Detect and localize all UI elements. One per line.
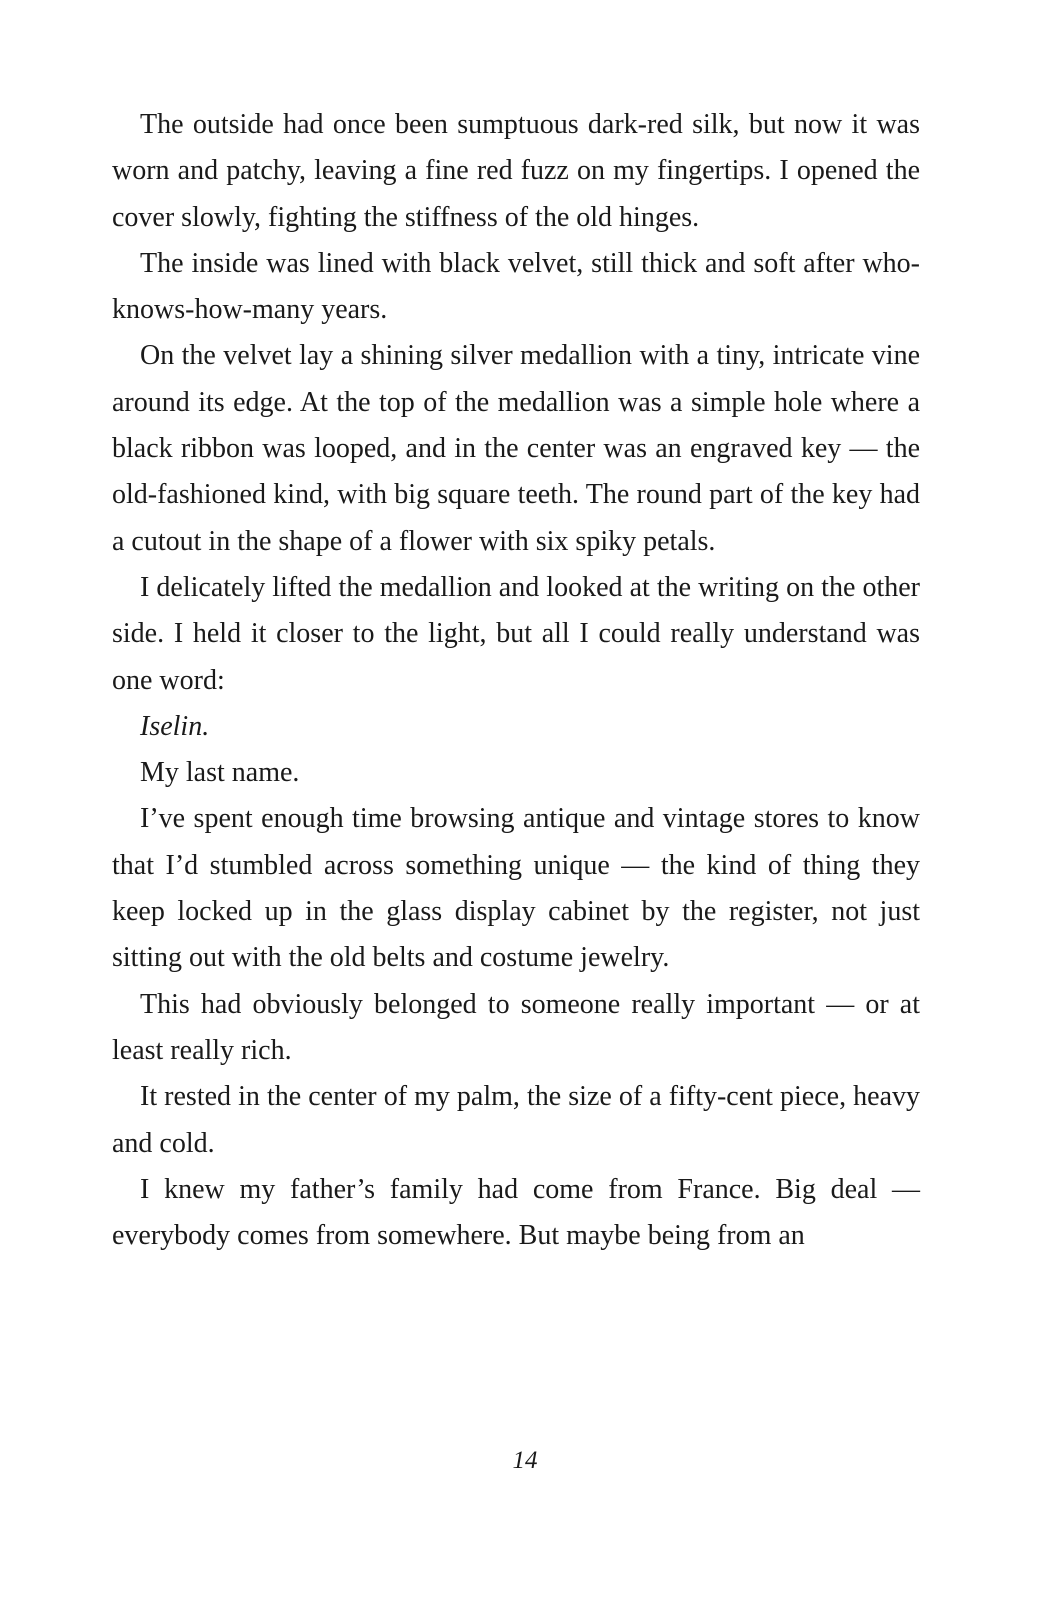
paragraph-engraved-name: Iselin. [140,710,210,742]
page-number: 14 [512,1447,538,1474]
paragraph-medallion-description: On the velvet lay a shining silver medallion with a tiny, intricate vine around its edge. At the top of the medallion was a simple hole where a black ribbon was looped, and in the center was an engraved key — the old-fashioned kind, with big square teeth. The round part of the key had a cutout in the shape of a flower with six spiky petals. [112,340,920,557]
paragraph-antique-stores: I’ve spent enough time browsing antique and vintage stores to know that I’d stumbled across something unique — the kind of thing they keep locked up in the glass display cabinet by the register, not just sitting out with the old belts and costume jewelry. [112,803,920,974]
paragraph-velvet-lining: The inside was lined with black velvet, still thick and soft after who-knows-how-many years. [112,247,920,326]
paragraph-last-name: My last name. [140,757,300,789]
paragraph-someone-important: This had obviously belonged to someone really important — or at least really rich. [112,988,920,1066]
body-text [112,102,920,1259]
paragraph-father-family: I knew my father’s family had come from France. Big deal — everybody comes from somewhere. But maybe being from an [112,1173,920,1252]
paragraph-silk-cover: The outside had once been sumptuous dark-red silk, but now it was worn and patchy, leaving a fine red fuzz on my fingertips. I opened the cover slowly, fighting the stiffness of the old hinges. [112,109,920,233]
paragraph-writing-on-back: I delicately lifted the medallion and looked at the writing on the other side. I held it closer to the light, but all I could really understand was one word: [112,571,920,696]
paragraph-palm: It rested in the center of my palm, the size of a fifty-cent piece, heavy and cold. [112,1081,920,1159]
